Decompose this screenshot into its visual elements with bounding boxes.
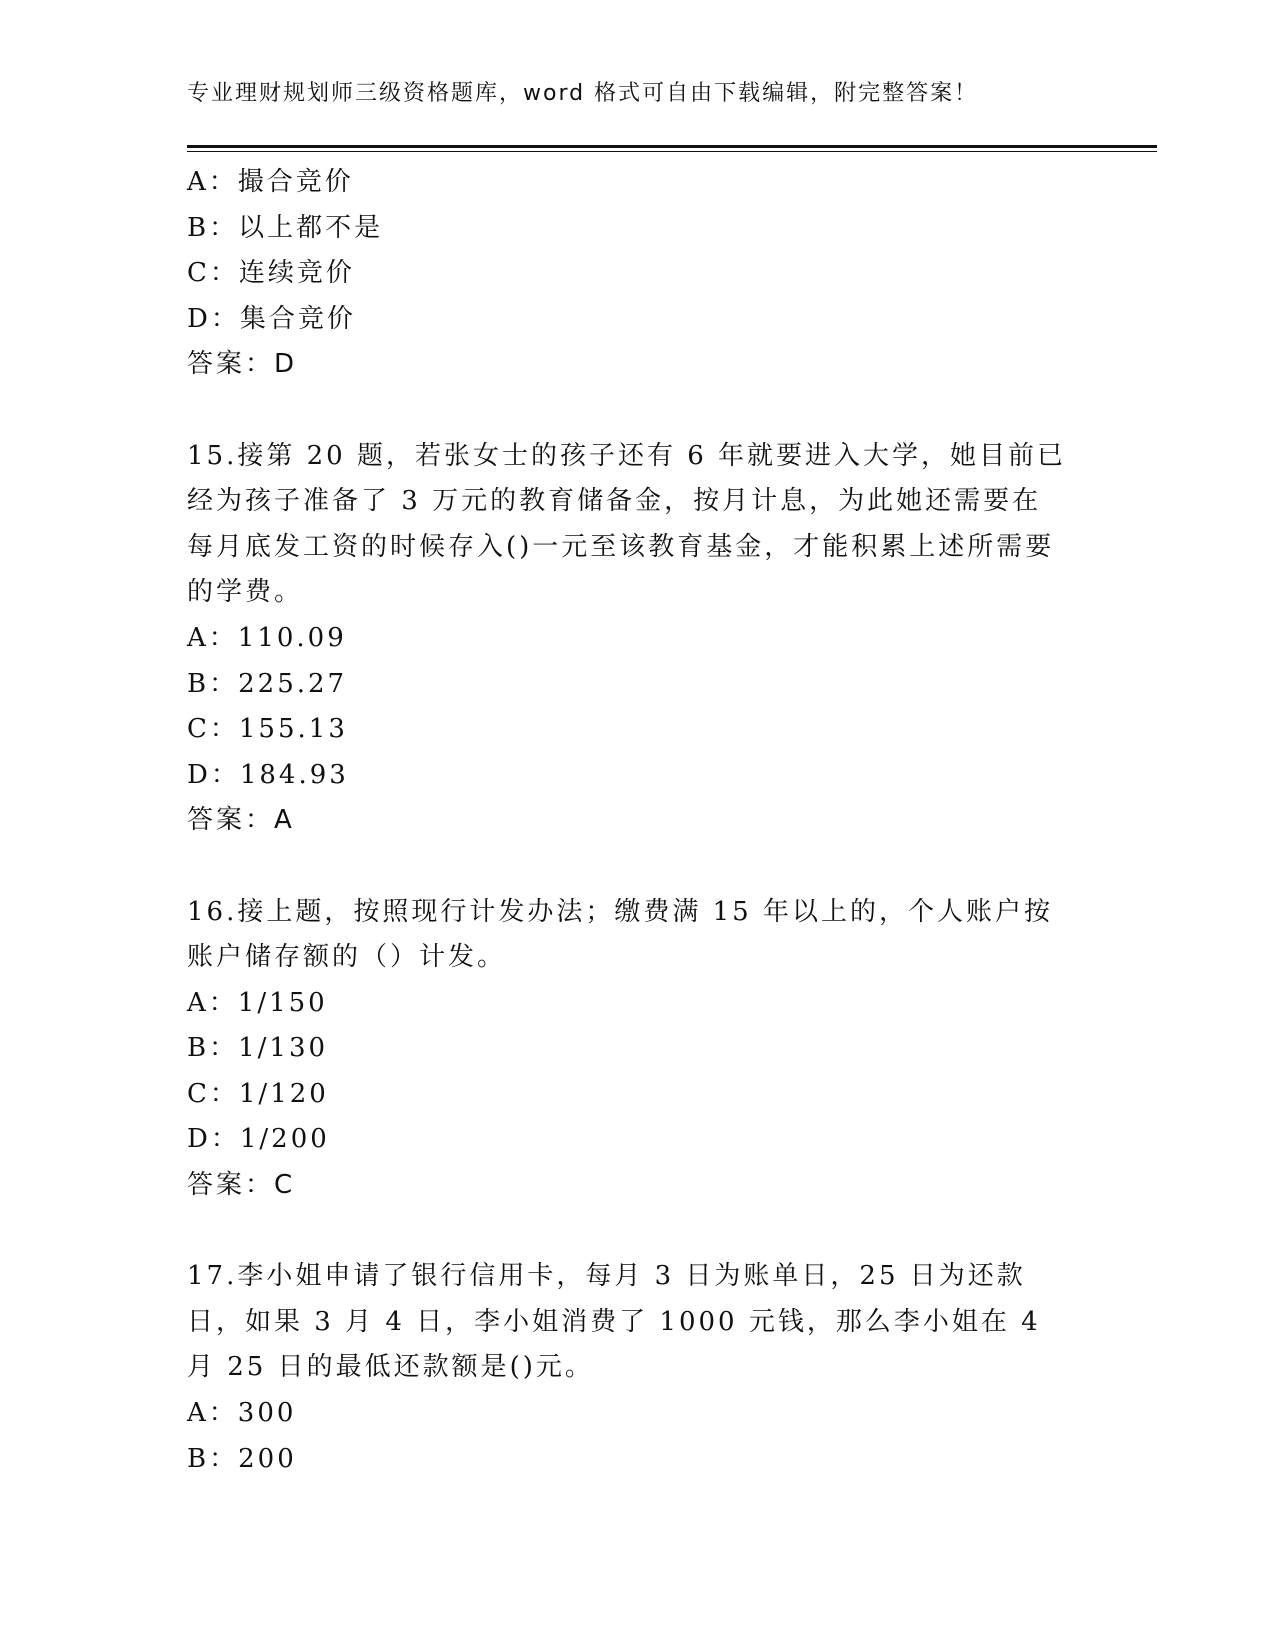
question-stem: 16.接上题，按照现行计发办法；缴费满 15 年以上的，个人账户按账户储存额的（）计发。 [187,896,1053,973]
question-16 [187,890,1087,1209]
option-c: C：155.13 [187,714,348,745]
spacer [187,1209,1087,1255]
option-b: B：200 [187,1443,297,1474]
option-a: A：300 [187,1398,297,1429]
question-continuation [187,160,1087,388]
option-a: A：110.09 [187,622,347,653]
spacer [187,844,1087,890]
question-stem: 15.接第 20 题，若张女士的孩子还有 6 年就要进入大学，她目前已经为孩子准备了 3 万元的教育储备金，按月计息，为此她还需要在每月底发工资的时候存入()一元至该教育基金，才能积累上述所需要的学费。 [187,440,1067,608]
header-rule-thick [187,145,1157,148]
document-body [187,160,1087,1482]
option-d: D：1/200 [187,1124,330,1155]
answer: 答案：A [187,805,295,836]
question-stem: 17.李小姐申请了银行信用卡，每月 3 日为账单日，25 日为还款日，如果 3 月 4 日，李小姐消费了 1000 元钱，那么李小姐在 4 月 25 日的最低还款额是()元。 [187,1261,1041,1383]
option-b: B：1/130 [187,1033,329,1064]
option-a: A：1/150 [187,987,328,1018]
document-header: 专业理财规划师三级资格题库，word 格式可自由下载编辑，附完整答案！ [187,81,979,106]
question-15 [187,434,1087,844]
option-d: D：集合竞价 [187,303,356,334]
option-d: D：184.93 [187,759,349,790]
spacer [187,388,1087,434]
header-rule-thin [187,151,1157,152]
option-c: C：连续竞价 [187,258,355,289]
answer: 答案：D [187,349,298,380]
question-17 [187,1254,1087,1482]
option-b: B：225.27 [187,668,348,699]
option-c: C：1/120 [187,1078,329,1109]
option-b: B：以上都不是 [187,212,384,243]
answer: 答案：C [187,1170,296,1201]
option-a: A：撮合竞价 [187,167,354,197]
